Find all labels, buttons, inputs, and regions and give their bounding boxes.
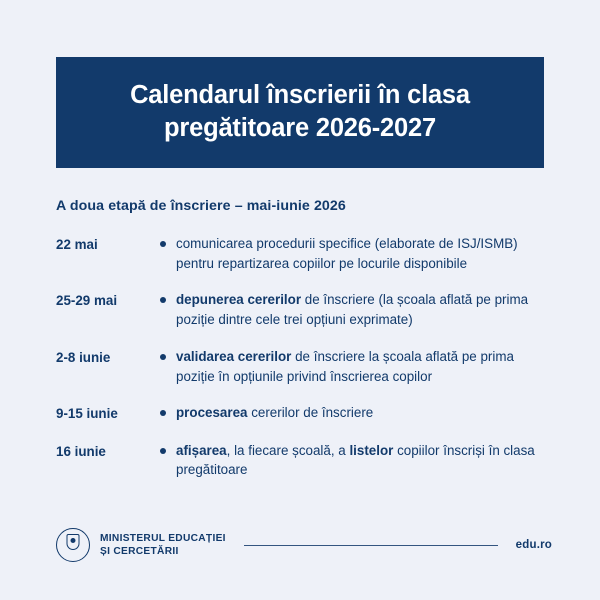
- ministry-name-line-1: MINISTERUL EDUCAȚIEI: [100, 532, 226, 544]
- item-text: comunicarea procedurii specifice (elaborate de ISJ/ISMB) pentru repartizarea copiilor pe locurile disponibile: [176, 236, 518, 271]
- footer: [56, 528, 552, 562]
- title-band: [56, 57, 544, 168]
- calendar-list: [56, 234, 552, 497]
- item-date: 2-8 iunie: [56, 349, 111, 365]
- list-item: [56, 403, 552, 423]
- ministry-name: [100, 532, 226, 559]
- website-label: edu.ro: [515, 539, 552, 551]
- item-date: 16 iunie: [56, 443, 106, 459]
- list-item: [56, 347, 552, 386]
- list-item: [56, 290, 552, 329]
- page-title-line-2: pregătitoare 2026-2027: [163, 113, 436, 142]
- bullet-dot-icon: [160, 410, 166, 416]
- section-subtitle: A doua etapă de înscriere – mai-iunie 2026: [56, 198, 346, 214]
- item-date: 22 mai: [56, 237, 98, 252]
- item-text: procesarea cererilor de înscriere: [176, 405, 374, 421]
- item-text: validarea cererilor de înscriere la școala aflată pe prima poziție în opțiunile privind înscrierea copilor: [176, 348, 514, 384]
- bullet-dot-icon: [160, 241, 166, 247]
- list-item: [56, 441, 552, 480]
- bullet-dot-icon: [160, 448, 166, 454]
- footer-divider: [244, 545, 498, 546]
- page-title-line-1: Calendarul înscrierii în clasa: [130, 81, 470, 109]
- item-text: afișarea, la fiecare școală, a listelor copiilor înscriși în clasa pregătitoare: [176, 442, 535, 478]
- ministry-name-line-2: ȘI CERCETĂRII: [100, 546, 179, 557]
- item-date: 25-29 mai: [56, 293, 118, 309]
- list-item: [56, 234, 552, 273]
- coat-of-arms-icon: [56, 528, 90, 562]
- bullet-dot-icon: [160, 297, 166, 303]
- bullet-dot-icon: [160, 354, 166, 360]
- item-text: depunerea cererilor de înscriere (la școala aflată pe prima poziție dintre cele trei opțiuni exprimate): [176, 292, 529, 328]
- item-date: 9-15 iunie: [56, 406, 118, 422]
